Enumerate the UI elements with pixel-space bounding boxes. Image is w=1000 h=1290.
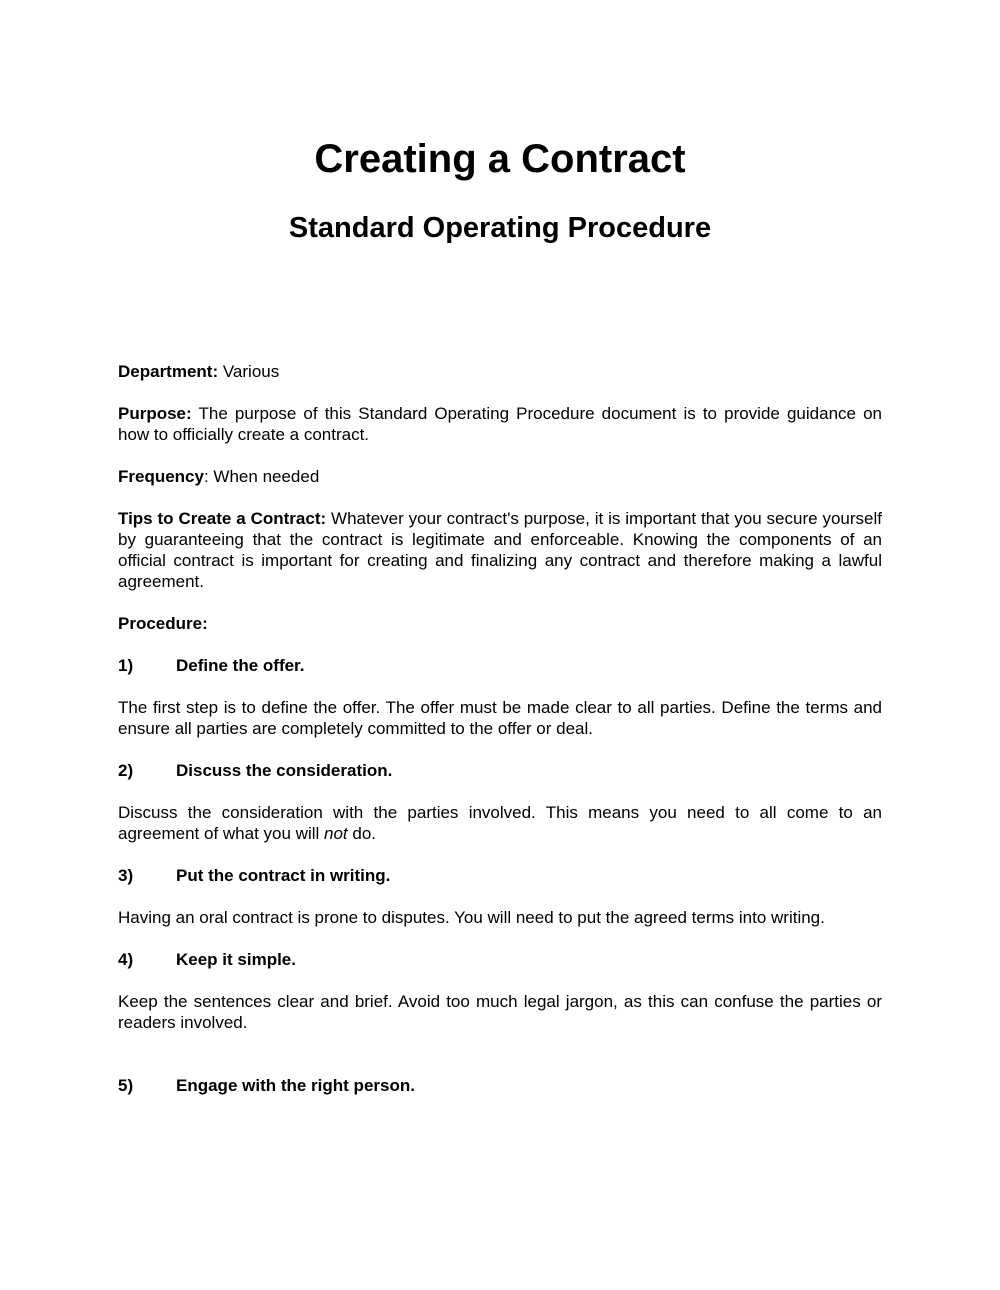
step-2-title: Discuss the consideration. (176, 761, 393, 780)
step-3-title: Put the contract in writing. (176, 866, 391, 885)
step-3-number: 3) (118, 866, 134, 885)
step-4-heading (118, 949, 882, 970)
step-2-heading (118, 760, 882, 781)
step-1-number: 1) (118, 656, 134, 675)
document-subtitle: Standard Operating Procedure (288, 212, 712, 244)
step-1-body: The first step is to define the offer. The offer must be made clear to all parties. Define the terms and ensure all parties are completely committed to the offer or deal. (118, 698, 882, 738)
step-5-number: 5) (118, 1076, 134, 1095)
department-label: Department: (118, 362, 219, 381)
step-5-title: Engage with the right person. (176, 1076, 415, 1095)
step-1-title: Define the offer. (176, 656, 305, 675)
frequency-label: Frequency (118, 467, 204, 486)
step-5-heading (118, 1075, 882, 1096)
frequency-line (118, 466, 882, 487)
document-body (118, 361, 882, 1117)
step-3-body: Having an oral contract is prone to disputes. You will need to put the agreed terms into writing. (118, 908, 825, 927)
tips-value: Whatever your contract's purpose, it is important that you secure yourself by guaranteeing that the contract is legitimate and enforceable. Knowing the components of an official contract is important for creating and finalizing any contract and therefore making a lawful agreement. (118, 509, 882, 591)
step-4-body: Keep the sentences clear and brief. Avoid too much legal jargon, as this can confuse the parties or readers involved. (118, 992, 882, 1032)
tips-paragraph (118, 508, 882, 592)
step-2-number: 2) (118, 761, 134, 780)
step-2-body-emphasis: not (324, 824, 348, 843)
purpose-value: The purpose of this Standard Operating Procedure document is to provide guidance on how to officially create a contract. (118, 404, 882, 444)
procedure-heading: Procedure: (118, 614, 208, 633)
department-line (118, 361, 882, 382)
step-3-heading (118, 865, 882, 886)
step-2-body-end: do. (347, 824, 376, 843)
tips-label: Tips to Create a Contract: (118, 509, 327, 528)
step-2-body-start: Discuss the consideration with the parties involved. This means you need to all come to an agreement of what you will (118, 803, 882, 843)
step-4-title: Keep it simple. (176, 950, 296, 969)
step-4-number: 4) (118, 950, 134, 969)
purpose-label: Purpose: (118, 404, 192, 423)
step-2-body (118, 802, 882, 844)
step-1-heading (118, 655, 882, 676)
purpose-paragraph (118, 403, 882, 445)
department-value: Various (218, 362, 280, 381)
frequency-value: : When needed (203, 467, 320, 486)
document-title: Creating a Contract (314, 137, 686, 181)
